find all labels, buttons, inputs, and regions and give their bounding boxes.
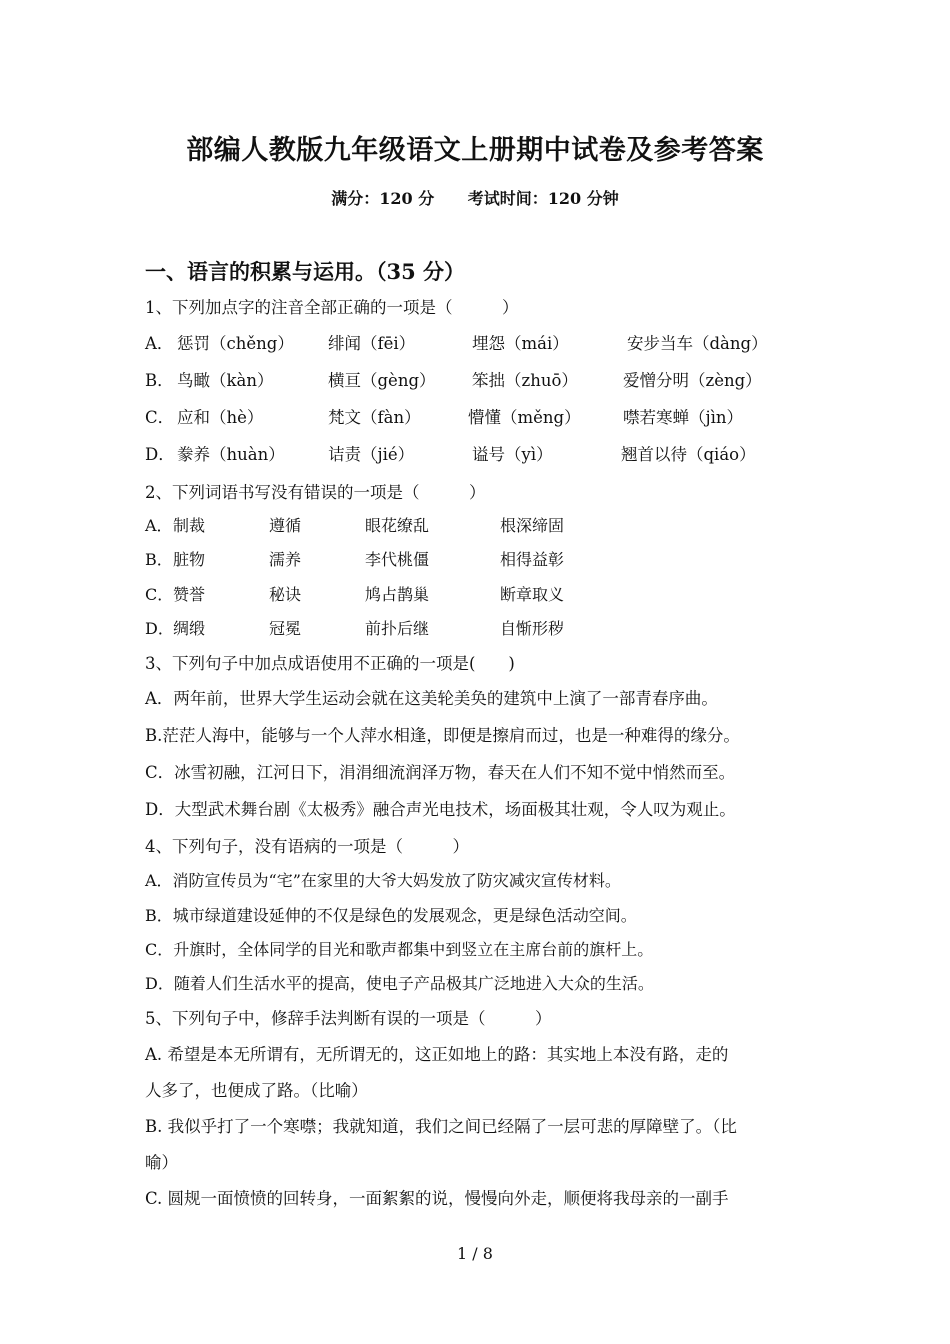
q4-stem: 4、下列句子，没有语病的一项是（ ） <box>145 837 469 856</box>
q5-option-a-line1: A. 希望是本无所谓有，无所谓无的，这正如地上的路：其实地上本没有路，走的 <box>145 1045 729 1064</box>
page-number: 1 / 8 <box>457 1244 493 1263</box>
section-heading: 一、语言的积累与运用。（35 分） <box>145 259 466 284</box>
q5-option-b-line1: B. 我似乎打了一个寒噤；我就知道，我们之间已经隔了一层可悲的厚障壁了。（比 <box>145 1117 737 1136</box>
page-title: 部编人教版九年级语文上册期中试卷及参考答案 <box>186 135 764 166</box>
q5-option-c-line1: C. 圆规一面愤愤的回转身，一面絮絮的说，慢慢向外走，顺便将我母亲的一副手 <box>145 1189 729 1208</box>
exam-meta <box>0 186 950 209</box>
q3-option-c: C．冰雪初融，江河日下，涓涓细流润泽万物，春天在人们不知不觉中悄然而至。 <box>145 763 736 782</box>
q3-option-b: B.茫茫人海中，能够与一个人萍水相逢，即便是擦肩而过，也是一种难得的缘分。 <box>145 726 740 745</box>
q2-stem: 2、下列词语书写没有错误的一项是（ ） <box>145 483 486 502</box>
q1-stem: 1、下列加点字的注音全部正确的一项是（ ） <box>145 298 519 317</box>
q4-option-d: D．随着人们生活水平的提高，使电子产品极其广泛地进入大众的生活。 <box>145 974 654 993</box>
q3-stem: 3、下列句子中加点成语使用不正确的一项是( ) <box>145 654 515 673</box>
exam-time: 考试时间：120 分钟 <box>467 189 619 208</box>
exam-page: 部编人教版九年级语文上册期中试卷及参考答案 满分：120 分 考试时间：120 分钟 一、语言的积累与运用。（35 分） 1、下列加点字的注音全部正确的一项是（ ） A． 惩罚（chěng） 绯闻（fēi） 埋怨（mái） 安步当车（dàng） B． 鸟瞰（kàn） 横亘（gèng） 笨拙（zhuō） 爱憎分明（zèng） C． 应和（hè） 梵文（fàn） 懵懂（měng） 噤若寒蝉（jìn） D． 豢养（huàn） 诘责（jié） 谥号（yì） 翘首以待（qiáo） 2、下列词语书写没有错误的一项是（ ） A． 制裁 遵循 眼花缭乱 根深缔固 B． 脏物 濡养 李代桃僵 相得益彰 C． 赞誉 秘诀 鸠占鹊巢 断章取义 D． 绸缎 冠冕 前扑后继 自惭形秽 3、下列句子中加点成语使用不正确的一项是( ) A．两年前，世界大学生运动会就在这美轮美奂的建筑中上演了一部青春序曲。 B.茫茫人海中，能够与一个人萍水相逢，即便是擦肩而过，也是一种难得的缘分。 C．冰雪初融，江河日下，涓涓细流润泽万物，春天在人们不知不觉中悄然而至。 D．大型武术舞台剧《太极秀》融合声光电技术，场面极其壮观，令人叹为观止。 4、下列句子，没有语病的一项是（ ） A．消防宣传员为“宅”在家里的大爷大妈发放了防灾减灾宣传材料。 B．城市绿道建设延伸的不仅是绿色的发展观念，更是绿色活动空间。 C．升旗时，全体同学的目光和歌声都集中到竖立在主席台前的旗杆上。 D．随着人们生活水平的提高，使电子产品极其广泛地进入大众的生活。 5、下列句子中，修辞手法判断有误的一项是（ ） A. 希望是本无所谓有，无所谓无的，这正如地上的路：其实地上本没有路，走的 人多了，也便成了路。（比喻） B. 我似乎打了一个寒噤；我就知道，我们之间已经隔了一层可悲的厚障壁了。（比 喻） C. 圆规一面愤愤的回转身，一面絮絮的说，慢慢向外走，顺便将我母亲的一副手 1 / 8 <box>0 0 950 1344</box>
q3-option-d: D．大型武术舞台剧《太极秀》融合声光电技术，场面极其壮观，令人叹为观止。 <box>145 800 736 819</box>
q3-option-a: A．两年前，世界大学生运动会就在这美轮美奂的建筑中上演了一部青春序曲。 <box>145 689 718 708</box>
q4-option-c: C．升旗时，全体同学的目光和歌声都集中到竖立在主席台前的旗杆上。 <box>145 940 654 959</box>
q4-option-a: A．消防宣传员为“宅”在家里的大爷大妈发放了防灾减灾宣传材料。 <box>145 871 621 890</box>
q4-option-b: B．城市绿道建设延伸的不仅是绿色的发展观念，更是绿色活动空间。 <box>145 906 637 925</box>
q5-option-a-line2: 人多了，也便成了路。（比喻） <box>145 1081 368 1100</box>
q5-option-b-line2: 喻） <box>145 1153 178 1172</box>
q5-stem: 5、下列句子中，修辞手法判断有误的一项是（ ） <box>145 1009 552 1028</box>
full-score: 满分：120 分 <box>331 189 435 208</box>
